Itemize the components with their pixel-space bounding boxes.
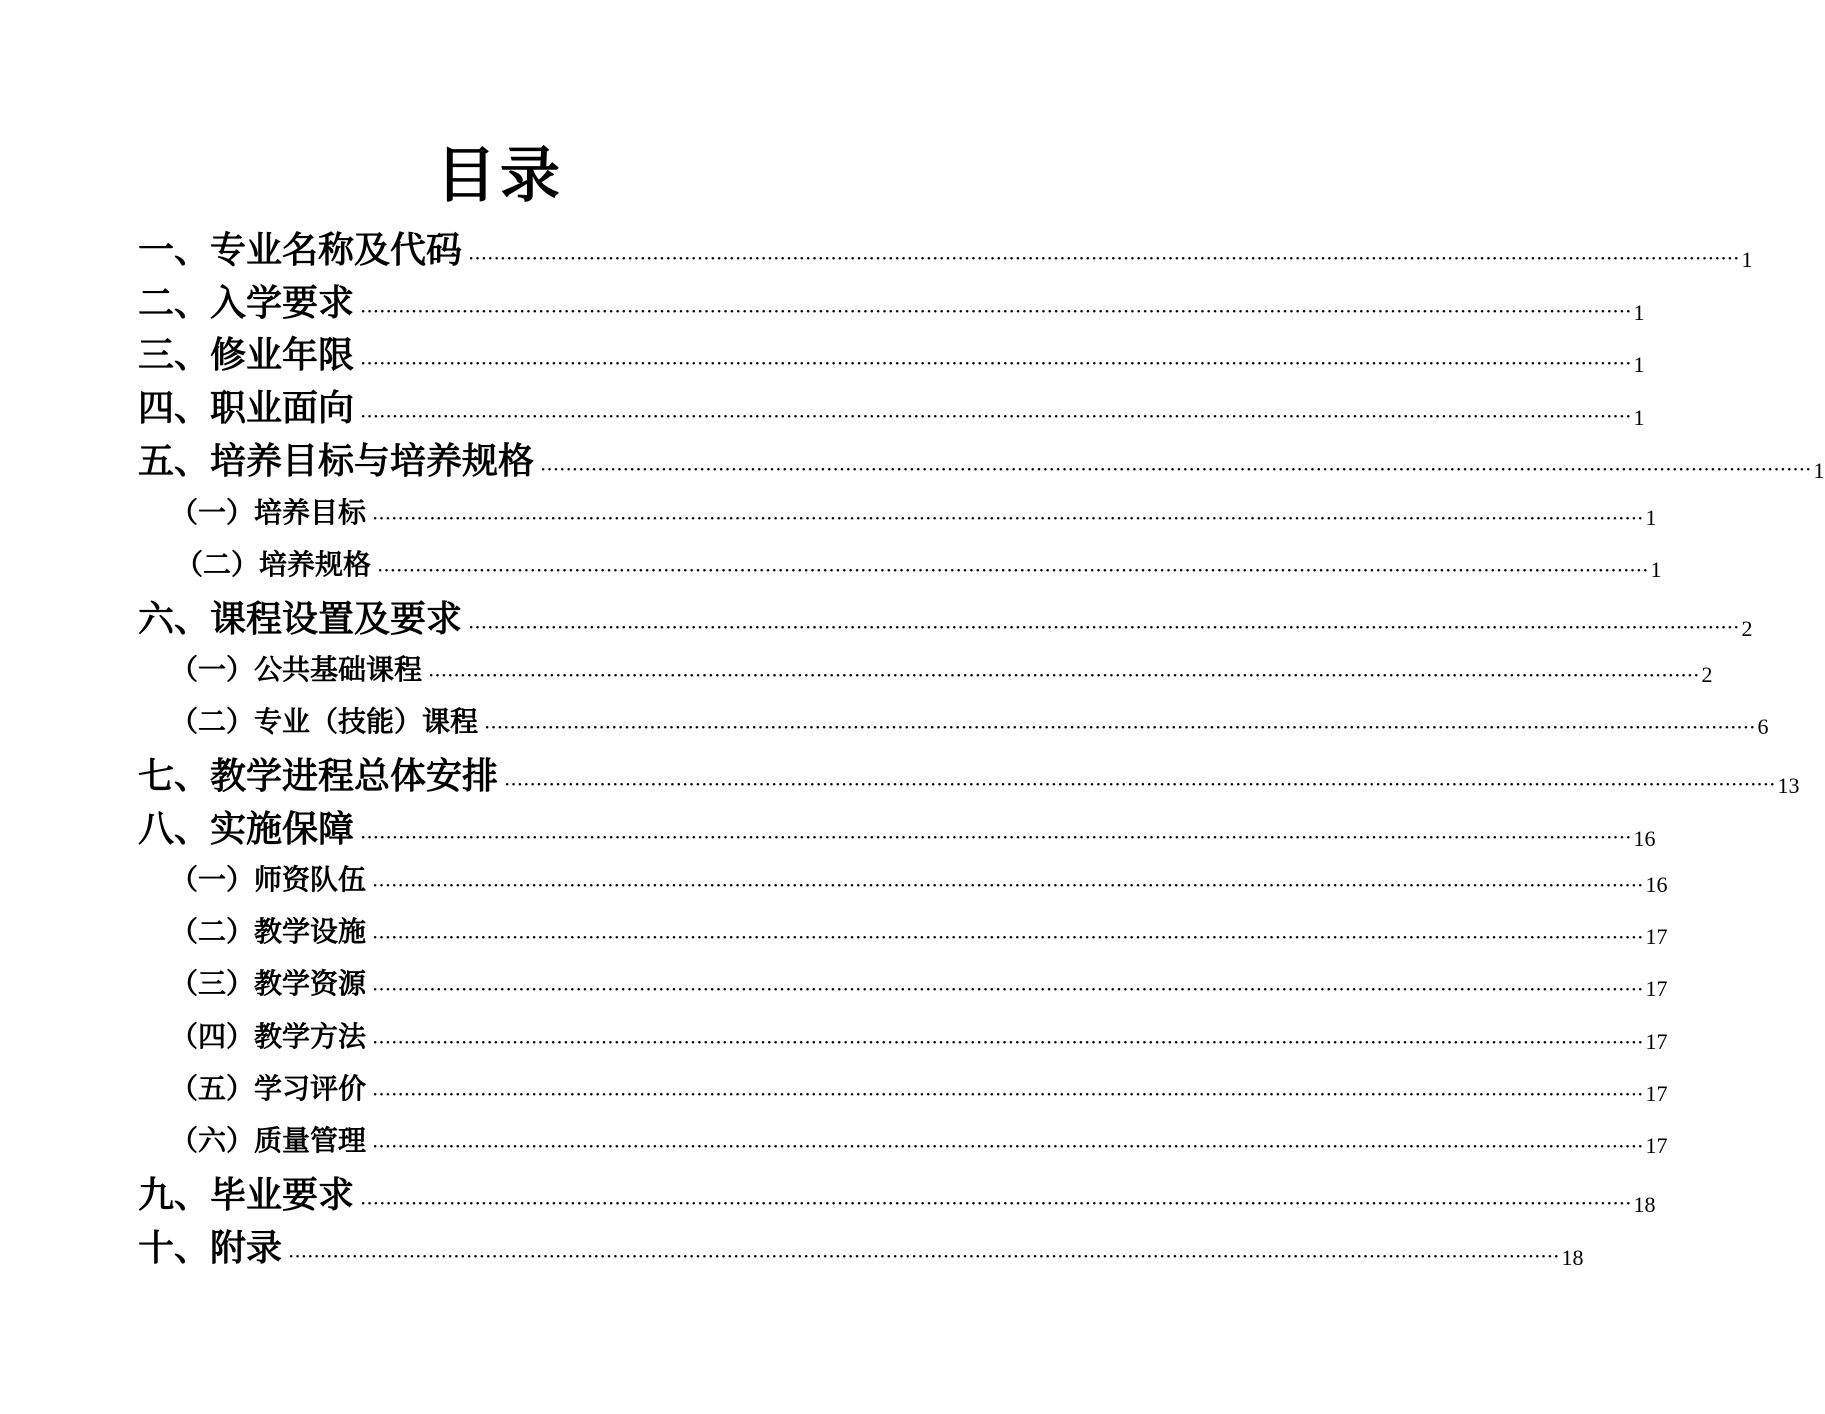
toc-leader-dots: ········································································································································································································: [468, 246, 1740, 270]
toc-entry[interactable]: [138, 439, 1825, 485]
toc-leader-dots: ········································································································································································································: [372, 925, 1644, 949]
toc-entry-label: 八、实施保障: [138, 809, 355, 850]
toc-entry[interactable]: [138, 386, 1645, 432]
toc-entry-label: 五、培养目标与培养规格: [138, 441, 535, 482]
toc-leader-dots: ········································································································································································································: [372, 873, 1644, 897]
toc-page-number: 1: [1650, 557, 1662, 582]
toc-leader-dots: ········································································································································································································: [360, 351, 1632, 375]
toc-entry-label: （一）公共基础课程: [170, 653, 423, 686]
toc-entry-label: 九、毕业要求: [138, 1175, 355, 1216]
toc-subentry[interactable]: [170, 1070, 1668, 1108]
toc-entry-label: （一）师资队伍: [170, 863, 367, 896]
toc-leader-dots: ········································································································································································································: [360, 404, 1632, 428]
toc-entry-label: 三、修业年限: [138, 335, 355, 376]
toc-entry-label: （二）教学设施: [170, 915, 367, 948]
toc-entry-label: （四）教学方法: [170, 1020, 367, 1053]
toc-leader-dots: ········································································································································································································: [360, 1191, 1632, 1215]
toc-page-number: 17: [1645, 976, 1668, 1001]
toc-entry[interactable]: [138, 228, 1753, 274]
toc-page-number: 1: [1741, 247, 1753, 272]
toc-page-number: 17: [1645, 1133, 1668, 1158]
toc-entry-label: 十、附录: [138, 1228, 283, 1269]
toc-leader-dots: ········································································································································································································: [377, 558, 1649, 582]
toc-leader-dots: ········································································································································································································: [540, 457, 1812, 481]
toc-entry-label: 六、课程设置及要求: [138, 599, 463, 640]
toc-page-number: 2: [1741, 616, 1753, 641]
toc-entry-label: 七、教学进程总体安排: [138, 756, 499, 797]
toc-entry-label: （五）学习评价: [170, 1072, 367, 1105]
toc-entry[interactable]: [138, 754, 1800, 800]
toc-page-number: 1: [1633, 300, 1645, 325]
toc-page-number: 17: [1645, 924, 1668, 949]
toc-leader-dots: ········································································································································································································: [372, 1134, 1644, 1158]
toc-leader-dots: ········································································································································································································: [504, 772, 1776, 796]
toc-page-number: 2: [1701, 662, 1713, 687]
toc-entry-label: 一、专业名称及代码: [138, 230, 463, 271]
toc-page-number: 1: [1645, 505, 1657, 530]
toc-subentry[interactable]: [170, 703, 1769, 741]
toc-leader-dots: ········································································································································································································: [288, 1244, 1560, 1268]
toc-subentry[interactable]: [170, 1018, 1668, 1056]
toc-entry[interactable]: [138, 807, 1656, 853]
toc-entry[interactable]: [138, 1226, 1584, 1272]
toc-page-number: 18: [1561, 1245, 1584, 1270]
toc-page-number: 16: [1633, 826, 1656, 851]
toc-page-number: 16: [1645, 872, 1668, 897]
toc-subentry[interactable]: [170, 965, 1668, 1003]
toc-leader-dots: ········································································································································································································: [372, 506, 1644, 530]
toc-leader-dots: ········································································································································································································: [360, 299, 1632, 323]
toc-page-number: 1: [1813, 458, 1825, 483]
toc-leader-dots: ········································································································································································································: [360, 825, 1632, 849]
toc-leader-dots: ········································································································································································································: [468, 615, 1740, 639]
toc-entry-label: （二）培养规格: [175, 548, 372, 581]
toc-subentry[interactable]: [170, 494, 1657, 532]
toc-entry-label: 四、职业面向: [138, 388, 355, 429]
toc-leader-dots: ········································································································································································································: [484, 715, 1756, 739]
toc-entry[interactable]: [138, 597, 1753, 643]
toc-page-number: 13: [1777, 773, 1800, 798]
toc-entry-label: （一）培养目标: [170, 496, 367, 529]
toc-subentry[interactable]: [170, 1122, 1668, 1160]
toc-entry[interactable]: [138, 281, 1645, 327]
toc-leader-dots: ········································································································································································································: [372, 977, 1644, 1001]
toc-leader-dots: ········································································································································································································: [428, 663, 1700, 687]
toc-page-number: 6: [1757, 714, 1769, 739]
toc-subentry[interactable]: [170, 861, 1668, 899]
toc-leader-dots: ········································································································································································································: [372, 1082, 1644, 1106]
toc-page-number: 17: [1645, 1081, 1668, 1106]
toc-page-number: 18: [1633, 1192, 1656, 1217]
toc-subentry[interactable]: [175, 546, 1662, 584]
toc-subentry[interactable]: [170, 913, 1668, 951]
toc-entry-label: 二、入学要求: [138, 283, 355, 324]
toc-leader-dots: ········································································································································································································: [372, 1030, 1644, 1054]
toc-page-number: 17: [1645, 1029, 1668, 1054]
toc-entry[interactable]: [138, 1173, 1656, 1219]
page-title: 目录: [436, 141, 564, 211]
toc-subentry[interactable]: [170, 651, 1713, 689]
toc-entry-label: （二）专业（技能）课程: [170, 705, 479, 738]
toc-entry-label: （六）质量管理: [170, 1124, 367, 1157]
toc-page-number: 1: [1633, 405, 1645, 430]
toc-entry-label: （三）教学资源: [170, 967, 367, 1000]
toc-entry[interactable]: [138, 333, 1645, 379]
toc-page-number: 1: [1633, 352, 1645, 377]
